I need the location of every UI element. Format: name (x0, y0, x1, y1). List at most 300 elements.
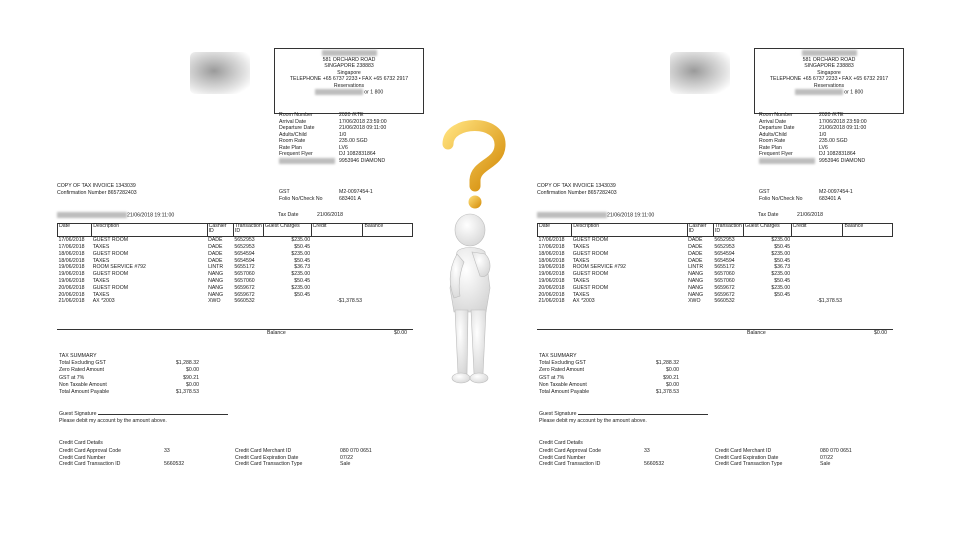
column-header: Cashier ID (687, 224, 713, 237)
cell-desc: ROOM SERVICE #792 (572, 264, 626, 271)
room-info-label: Rate Plan (279, 144, 302, 151)
cell-txn: 5660532 (234, 298, 255, 305)
tax-summary-value: $0.00 (186, 367, 199, 374)
signature-line (578, 414, 708, 415)
cc-row (235, 461, 411, 468)
cell-cashier: NANG (208, 277, 224, 284)
cell-charge: $235.00 (771, 271, 791, 278)
cell-date: 18/06/2018 (538, 250, 565, 257)
hotel-address-box (274, 48, 424, 114)
folio-value: 683401 A (819, 195, 841, 202)
copy-line: COPY OF TAX INVOICE 1343039 (57, 183, 136, 189)
room-info-label: Room Rate (759, 138, 786, 144)
cell-txn: 5660532 (714, 298, 735, 305)
cell-date: 21/06/2018 (58, 298, 85, 305)
address-line1: 581 ORCHARD ROAD (802, 56, 856, 63)
cell-txn: 5659672 (714, 291, 735, 298)
room-info (279, 112, 424, 164)
reservations-tail: or 1 800 (844, 89, 864, 96)
cc-value: 07/22 (820, 454, 833, 461)
cell-desc: GUEST ROOM (92, 271, 129, 278)
cell-cashier: DADE (208, 237, 223, 244)
cell-date: 17/06/2018 (58, 243, 85, 250)
redacted-reservation-number (315, 89, 363, 95)
cell-balance (843, 291, 893, 298)
cell-date: 19/06/2018 (58, 271, 85, 278)
cell-cashier: DADE (688, 257, 703, 264)
tax-summary-row (539, 382, 679, 389)
cell-desc: AX *2003 (572, 298, 595, 305)
cc-row (715, 461, 891, 468)
cell-date: 19/06/2018 (538, 271, 565, 278)
cell-charge (263, 298, 311, 305)
signature-line (98, 414, 228, 415)
cc-label: Credit Card Number (59, 454, 106, 461)
room-info-value: 1/0 (339, 131, 347, 138)
cell-date: 21/06/2018 (538, 298, 565, 305)
table-row (538, 298, 893, 305)
gst-block (759, 189, 853, 202)
redacted-date-label (57, 212, 127, 218)
tax-summary-value: $0.00 (666, 381, 679, 388)
tax-summary (59, 353, 199, 396)
cc-value: 080 070 0651 (820, 448, 852, 454)
cell-cashier: DADE (208, 257, 223, 264)
country: Singapore (337, 69, 361, 76)
room-info (759, 112, 904, 164)
tax-summary-label: Total Amount Payable (59, 388, 110, 395)
tax-summary-value: $0.00 (666, 367, 679, 374)
redacted-hotel-name (802, 50, 857, 56)
invoice-left (55, 40, 425, 480)
reservations-tail: or 1 800 (364, 89, 384, 96)
cc-value: Sale (820, 461, 831, 467)
folio-value: 683401 A (339, 195, 361, 202)
cell-charge: $36.73 (294, 264, 311, 271)
cell-charge: $50.45 (294, 257, 311, 264)
address-line2: SINGAPORE 238883 (324, 63, 374, 70)
cell-cashier: NANG (688, 291, 704, 298)
room-info-value: 235.00 SGD (339, 138, 368, 144)
cell-txn: 5657060 (234, 271, 255, 278)
cell-desc: TAXES (92, 243, 110, 250)
cell-date: 18/06/2018 (538, 257, 565, 264)
cell-date: 17/06/2018 (538, 237, 565, 244)
question-mark-icon (448, 126, 500, 209)
room-info-label: Rate Plan (759, 144, 782, 151)
hotel-address-box (754, 48, 904, 114)
room-info-value: DJ 1082831864 (339, 151, 376, 157)
cc-value: Sale (340, 461, 351, 467)
room-info-label: Adults/Child (759, 131, 787, 138)
cell-cashier: NANG (688, 271, 704, 278)
tax-summary (539, 353, 679, 396)
cell-credit (791, 244, 843, 251)
cell-balance (843, 257, 893, 264)
tax-summary-row (539, 375, 679, 382)
table-row (538, 278, 893, 285)
hotel-logo-blurred (190, 52, 250, 94)
cc-label: Credit Card Transaction Type (235, 461, 303, 467)
address-line2: SINGAPORE 238883 (804, 63, 854, 70)
confirmation-line: Confirmation Number 8657282403 (537, 189, 617, 196)
cc-label: Credit Card Approval Code (59, 448, 121, 454)
cell-credit (311, 251, 363, 258)
cell-credit (311, 237, 363, 244)
cell-charge: $235.00 (291, 284, 311, 291)
cell-balance (363, 244, 413, 251)
table-row (58, 251, 413, 258)
cell-date: 19/06/2018 (538, 264, 565, 271)
cell-cashier: NANG (688, 277, 704, 284)
tax-summary-row (59, 360, 199, 367)
table-row (538, 271, 893, 278)
table-row (58, 237, 413, 244)
cell-desc: TAXES (572, 243, 590, 250)
cell-charge: $235.00 (771, 284, 791, 291)
cell-cashier: DADE (688, 250, 703, 257)
cell-txn: 5655172 (714, 264, 735, 271)
cell-txn: 5659672 (234, 284, 255, 291)
column-header: Guest Charges (743, 224, 791, 237)
cell-date: 18/06/2018 (58, 257, 85, 264)
column-header: Credit (311, 224, 363, 237)
cell-txn: 5657060 (714, 271, 735, 278)
room-info-label: Frequent Flyer (759, 151, 793, 157)
cell-credit (311, 257, 363, 264)
cell-balance (363, 264, 413, 271)
tax-summary-title: TAX SUMMARY (59, 353, 97, 359)
cell-txn: 5654594 (234, 250, 255, 257)
cell-desc: GUEST ROOM (92, 237, 129, 244)
cell-cashier: LINTR (688, 264, 704, 271)
column-header: Balance (363, 224, 413, 237)
tax-summary-label: GST at 7% (59, 374, 85, 381)
room-info-label: Adults/Child (279, 131, 307, 138)
debit-note: Please debit my account by the amount above. (539, 417, 647, 424)
tax-summary-label: Total Excluding GST (59, 360, 106, 367)
room-info-value: 17/06/2018 23:59:00 (339, 118, 387, 125)
cell-balance (363, 278, 413, 285)
cell-cashier: NANG (688, 284, 704, 291)
tax-summary-label: Total Amount Payable (539, 388, 590, 395)
room-info-value: DJ 1082831864 (819, 151, 856, 157)
table-row (58, 285, 413, 292)
tax-summary-value: $90.21 (663, 374, 679, 381)
invoice-right (535, 40, 905, 480)
transactions-table (537, 223, 893, 305)
cc-right-column (715, 448, 891, 468)
cell-date: 19/06/2018 (58, 277, 85, 284)
tax-summary-title: TAX SUMMARY (539, 353, 577, 359)
cell-charge: $235.00 (771, 237, 791, 244)
guest-signature-label: Guest Signature (59, 411, 97, 417)
cell-charge: $235.00 (291, 250, 311, 257)
room-info-label: Departure Date (279, 125, 315, 131)
cc-label: Credit Card Approval Code (539, 448, 601, 454)
cell-cashier: NANG (208, 271, 224, 278)
tax-summary-row (539, 360, 679, 367)
redacted-date-label (537, 212, 607, 218)
cc-right-column (235, 448, 411, 468)
table-row (538, 285, 893, 292)
room-info-value: 235.00 SGD (819, 138, 848, 144)
ff-extra-row (759, 158, 904, 165)
balance-line (537, 329, 893, 338)
cell-cashier: DADE (208, 243, 223, 250)
balance-value: $0.00 (874, 330, 887, 336)
cell-txn: 5659672 (714, 284, 735, 291)
cell-credit (791, 285, 843, 292)
cc-title: Credit Card Details (59, 440, 103, 446)
cell-cashier: DADE (688, 237, 703, 244)
copy-block (57, 183, 137, 196)
column-header: Transaction ID (713, 224, 743, 237)
tax-summary-label: Total Excluding GST (539, 360, 586, 367)
tax-summary-label: Zero Rated Amount (539, 367, 584, 374)
tax-summary-label: Non Taxable Amount (539, 381, 587, 388)
cc-label: Credit Card Number (539, 454, 586, 461)
cell-credit (791, 251, 843, 258)
cell-charge: $235.00 (771, 250, 791, 257)
credit-card-details (539, 440, 899, 468)
transactions-table (57, 223, 413, 305)
column-header: Description (92, 224, 207, 237)
ff-extra-row (279, 158, 424, 165)
column-header: Credit (791, 224, 843, 237)
cell-credit (311, 291, 363, 298)
date-line-tail: 21/06/2018 19:11:00 (607, 212, 655, 219)
cc-value: 5660532 (164, 461, 185, 467)
cell-date: 20/06/2018 (58, 291, 85, 298)
cell-credit (791, 237, 843, 244)
cell-cashier: XWO (208, 298, 221, 305)
tax-summary-label: Non Taxable Amount (59, 381, 107, 388)
cell-balance (843, 251, 893, 258)
cell-credit (311, 264, 363, 271)
cell-balance (363, 237, 413, 244)
cc-value: 33 (164, 448, 170, 454)
tax-summary-value: $1,378.53 (175, 388, 199, 395)
copy-line: COPY OF TAX INVOICE 1343039 (537, 183, 616, 189)
cc-label: Credit Card Transaction ID (59, 461, 121, 467)
cell-txn: 5655172 (234, 264, 255, 271)
cell-balance (363, 285, 413, 292)
cell-charge (743, 298, 791, 305)
signature-block (539, 411, 739, 424)
cell-charge: $235.00 (291, 271, 311, 278)
thinking-person-icon (450, 214, 490, 383)
room-info-label: Frequent Flyer (279, 151, 313, 157)
table-row (58, 257, 413, 264)
room-info-label: Room Number (279, 112, 313, 118)
copy-block (537, 183, 617, 196)
tax-summary-row (59, 382, 199, 389)
cc-row (59, 461, 235, 468)
ff-extra: 9953946 DIAMOND (339, 157, 386, 164)
cell-desc: TAXES (572, 257, 590, 264)
cell-charge: $50.45 (774, 291, 791, 298)
cell-date: 20/06/2018 (58, 284, 85, 291)
cell-date: 20/06/2018 (538, 284, 565, 291)
table-row (538, 291, 893, 298)
tax-date-label: Tax Date (758, 212, 779, 218)
table-row (538, 264, 893, 271)
folio-label: Folio No/Check No (279, 195, 323, 202)
tax-date-value: 21/06/2018 (317, 212, 343, 218)
room-info-value: 2020 /KTE (819, 112, 844, 118)
tax-summary-row (59, 375, 199, 382)
cc-title: Credit Card Details (539, 440, 583, 446)
tax-summary-row (59, 389, 199, 396)
cc-value: 5660532 (644, 461, 665, 467)
room-info-value: 2020 /KTE (339, 112, 364, 118)
gst-value: M2-0097454-1 (339, 189, 373, 195)
table-row (58, 244, 413, 251)
cell-balance (363, 257, 413, 264)
cell-credit: -$1,378.53 (337, 298, 362, 305)
cell-desc: GUEST ROOM (572, 284, 609, 291)
cell-balance (843, 244, 893, 251)
room-info-label: Arrival Date (279, 118, 307, 125)
address-line1: 581 ORCHARD ROAD (322, 56, 376, 63)
cell-charge: $50.45 (774, 243, 791, 250)
table-row (538, 244, 893, 251)
cell-balance (843, 298, 893, 305)
cell-desc: TAXES (92, 291, 110, 298)
cell-balance (363, 251, 413, 258)
date-line (57, 212, 417, 220)
cell-desc: GUEST ROOM (572, 237, 609, 244)
cell-desc: TAXES (92, 257, 110, 264)
cc-row (539, 461, 715, 468)
country: Singapore (817, 69, 841, 76)
column-header: Balance (843, 224, 893, 237)
tax-summary-value: $1,378.53 (655, 388, 679, 395)
gst-block (279, 189, 373, 202)
cell-cashier: NANG (208, 284, 224, 291)
tax-summary-label: Zero Rated Amount (59, 367, 104, 374)
cell-txn: 5657060 (714, 277, 735, 284)
cell-date: 20/06/2018 (538, 291, 565, 298)
room-info-value: 17/06/2018 23:59:00 (819, 118, 867, 125)
cell-credit (311, 285, 363, 292)
cell-txn: 5659672 (234, 291, 255, 298)
cell-cashier: DADE (208, 250, 223, 257)
column-header: Date (58, 224, 92, 237)
cell-txn: 5654594 (714, 250, 735, 257)
cell-charge: $50.45 (774, 257, 791, 264)
debit-note: Please debit my account by the amount above. (59, 417, 167, 424)
cc-label: Credit Card Merchant ID (715, 448, 772, 454)
cc-label: Credit Card Expiration Date (235, 454, 299, 461)
tax-date-label: Tax Date (278, 212, 299, 218)
cell-credit (311, 271, 363, 278)
reservations-label: Reservations (813, 82, 845, 89)
cell-desc: TAXES (92, 277, 110, 284)
cell-charge: $50.45 (294, 291, 311, 298)
room-info-label: Arrival Date (759, 118, 787, 125)
cell-charge: $50.45 (294, 277, 311, 284)
cell-date: 17/06/2018 (538, 243, 565, 250)
room-info-value: LV6 (339, 144, 348, 151)
cell-desc: TAXES (572, 291, 590, 298)
column-header: Date (538, 224, 572, 237)
table-row (538, 251, 893, 258)
cell-credit: -$1,378.53 (817, 298, 842, 305)
room-info-label: Departure Date (759, 125, 795, 131)
cell-balance (363, 298, 413, 305)
cc-value: 07/22 (340, 454, 353, 461)
cell-balance (843, 278, 893, 285)
cell-date: 18/06/2018 (58, 250, 85, 257)
table-row (538, 257, 893, 264)
date-line-tail: 21/06/2018 19:11:00 (127, 212, 175, 219)
column-header: Cashier ID (207, 224, 233, 237)
tax-summary-value: $1,288.32 (175, 360, 199, 367)
redacted-reservation-number (795, 89, 843, 95)
cell-credit (311, 278, 363, 285)
tax-summary-value: $0.00 (186, 381, 199, 388)
gst-label: GST (279, 189, 290, 195)
telephone-line: TELEPHONE +65 6737 2233 • FAX +65 6732 2917 (289, 76, 409, 83)
cell-txn: 5654594 (714, 257, 735, 264)
room-info-label: Room Number (759, 112, 793, 118)
redacted-ff-name (279, 158, 339, 165)
column-header: Description (572, 224, 687, 237)
cell-txn: 5652953 (234, 237, 255, 244)
tax-summary-value: $1,288.32 (655, 360, 679, 367)
folio-label: Folio No/Check No (759, 195, 803, 202)
cell-balance (363, 271, 413, 278)
cell-desc: ROOM SERVICE #792 (92, 264, 146, 271)
balance-label: Balance (267, 330, 286, 336)
cell-credit (311, 244, 363, 251)
cell-date: 19/06/2018 (538, 277, 565, 284)
balance-line (57, 329, 413, 338)
cell-desc: AX *2003 (92, 298, 115, 305)
room-info-value: 21/06/2018 09:11:00 (339, 125, 387, 131)
cell-txn: 5652953 (714, 243, 735, 250)
cc-left-column (59, 448, 235, 468)
tax-date-value: 21/06/2018 (797, 212, 823, 218)
redacted-hotel-name (322, 50, 377, 56)
column-header: Transaction ID (233, 224, 263, 237)
cc-value: 33 (644, 448, 650, 454)
redacted-ff-name (759, 158, 819, 165)
cc-left-column (539, 448, 715, 468)
balance-label: Balance (747, 330, 766, 336)
guest-signature-label: Guest Signature (539, 411, 577, 417)
cell-credit (791, 291, 843, 298)
cc-label: Credit Card Merchant ID (235, 448, 292, 454)
room-info-label: Room Rate (279, 138, 306, 144)
cell-balance (363, 291, 413, 298)
hotel-logo-blurred (670, 52, 730, 94)
table-row (538, 237, 893, 244)
cell-cashier: DADE (688, 243, 703, 250)
cell-desc: GUEST ROOM (92, 284, 129, 291)
cell-cashier: LINTR (208, 264, 224, 271)
cell-balance (843, 264, 893, 271)
cell-credit (791, 264, 843, 271)
cc-label: Credit Card Transaction Type (715, 461, 783, 467)
cell-balance (843, 237, 893, 244)
telephone-line: TELEPHONE +65 6737 2233 • FAX +65 6732 2917 (769, 76, 889, 83)
column-header: Guest Charges (263, 224, 311, 237)
cell-charge: $36.73 (774, 264, 791, 271)
cell-balance (843, 271, 893, 278)
